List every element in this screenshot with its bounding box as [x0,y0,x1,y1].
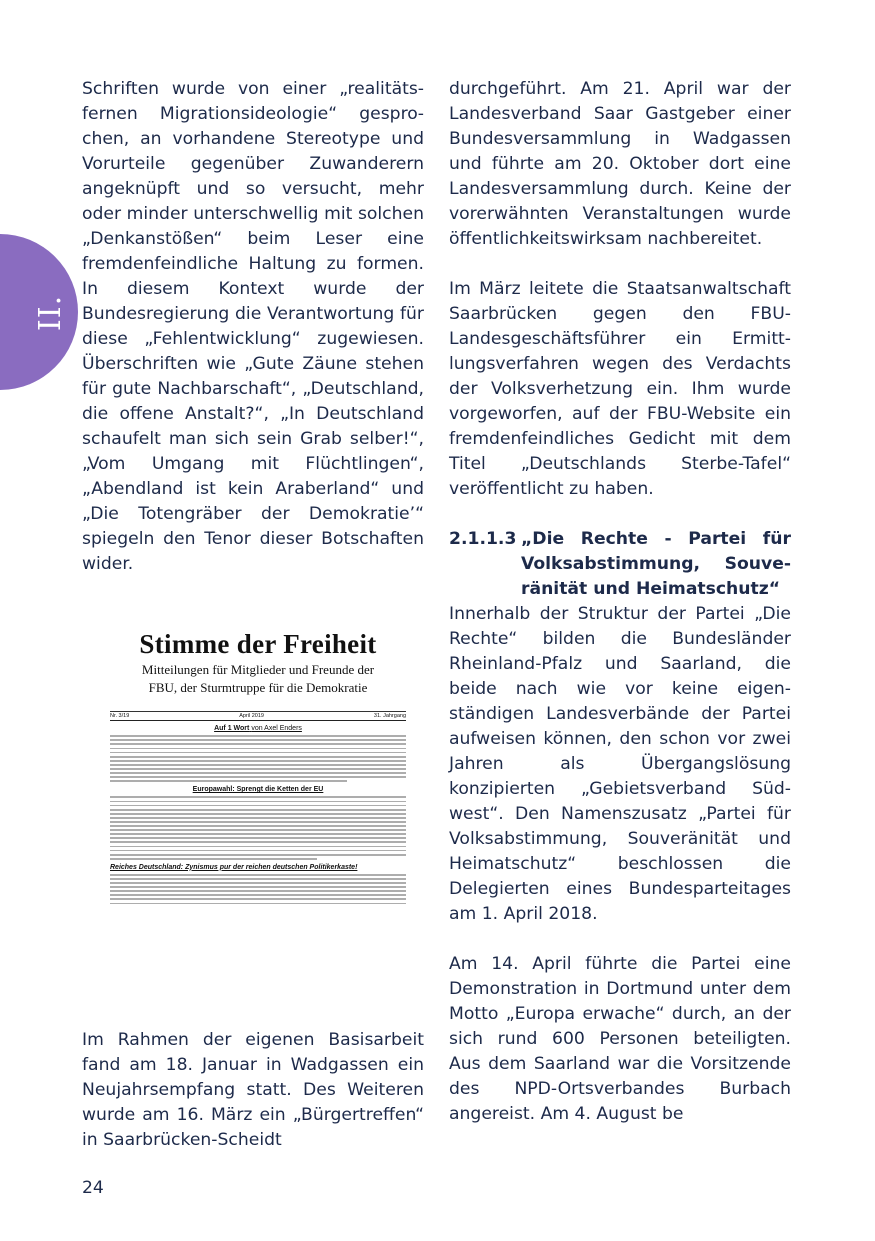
newsletter-image [110,628,406,1002]
newsletter-rule [110,720,406,721]
newsletter-section-3-text [110,874,406,904]
right-paragraph-4: Am 14. April führte die Partei eine Demonstration in Dortmund unter dem Motto „Europa erwache“ durch, an der sich rund 600 Personen beteiligten. Aus dem Saarland war die Vorsitzende des NPD-Ortsverbandes Burbach angereist. Am 4. August be [449,954,791,1124]
right-paragraph-2: Im März leitete die Staatsanwaltschaft Saarbrücken gegen den FBU-Landesgeschäftsführer ein Ermittlungsverfahren wegen des Verdachts der Volksverhetzung ein. Ihm wurde vorgeworfen, auf der FBU-Website ein fremdenfeindliches Gedicht mit dem Titel „Deutschlands Sterbe-Tafel“ veröffentlicht zu haben. [449,279,791,499]
chapter-tab-label: II. [32,294,68,332]
page-number: 24 [82,1178,104,1198]
left-column-top [82,77,424,577]
newsletter-section-2-text [110,796,406,859]
newsletter-volume: 31. Jahrgang [373,713,406,719]
left-paragraph-2: Im Rahmen der eigenen Basisarbeit fand am 18. Januar in Wadgassen ein Neujahrsempfang statt. Des Weiteren wurde am 16. März ein „Bürgertreffen“ in Saarbrücken-Scheidt [82,1030,424,1150]
right-column [449,77,791,1127]
newsletter-title: Stimme der Freiheit [139,629,377,659]
newsletter-section-1-title: Auf 1 Wort [214,725,250,732]
section-heading [449,527,791,602]
left-paragraph-1: Schriften wurde von einer „realitätsfernen Migrationsideologie“ gesprochen, an vorhandene Stereotype und Vorurteile gegenüber Zuwanderern angeknüpft und so versucht, mehr oder minder unterschwellig mit solchen „Denkanstößen“ beim Leser eine fremdenfeindliche Haltung zu formen. In diesem Kontext wurde der Bundesregierung die Verantwortung für diese „Fehlentwicklung“ zugewiesen. Überschriften wie „Gute Zäune stehen für gute Nachbarschaft“, „Deutschland, die offene Anstalt?“, „In Deutschland schaufelt man sich sein Grab selber!“, „Vom Umgang mit Flüchtlingen“, „Abendland ist kein Araberland“ und „Die Totengräber der Demokratie’“ spiegeln den Tenor dieser Botschaften wider. [82,79,424,574]
section-heading-title: „Die Rechte - Partei für Volksabstimmung, Souveränität und Heimatschutz“ [521,529,791,599]
right-paragraph-3: Innerhalb der Struktur der Partei „Die Rechte“ bilden die Bundesländer Rheinland-Pfalz und Saarland, die beide nach wie vor keine eigenständigen Landesverbände der Partei aufweisen können, den schon vor zwei Jahren als Übergangslösung konzipierten „Gebietsverband Südwest“. Den Namenszusatz „Partei für Volksabstimmung, Souveränität und Heimatschutz“ beschlossen die Delegierten eines Bundesparteitages am 1. April 2018. [449,604,791,924]
right-paragraph-1: durchgeführt. Am 21. April war der Landesverband Saar Gastgeber einer Bundesversammlung in Wadgassen und führte am 20. Oktober dort eine Landesversammlung durch. Keine der vorerwähnten Veranstaltungen wurde öffentlichkeitswirksam nachbereitet. [449,79,791,249]
section-heading-number: 2.1.1.3 [449,529,517,549]
left-column-bottom [82,1028,424,1153]
newsletter-date: April 2019 [239,713,264,719]
newsletter-subtitle-1: Mitteilungen für Mitglieder und Freunde der [141,662,375,677]
newsletter-section-1-text [110,735,406,782]
newsletter-section-1-author: von Axel Enders [251,725,302,732]
newsletter-issue: Nr. 3/19 [110,713,130,719]
newsletter-meta [110,711,406,719]
newsletter-section-3-heading: Reiches Deutschland: Zynismus pur der reichen deutschen Politikerkaste! [110,863,358,871]
newsletter-subtitle-2: FBU, der Sturmtruppe für die Demokratie [148,680,368,695]
newsletter-section-2-heading: Europawahl: Sprengt die Ketten der EU [192,786,324,794]
newsletter-section-1-heading [110,724,406,733]
